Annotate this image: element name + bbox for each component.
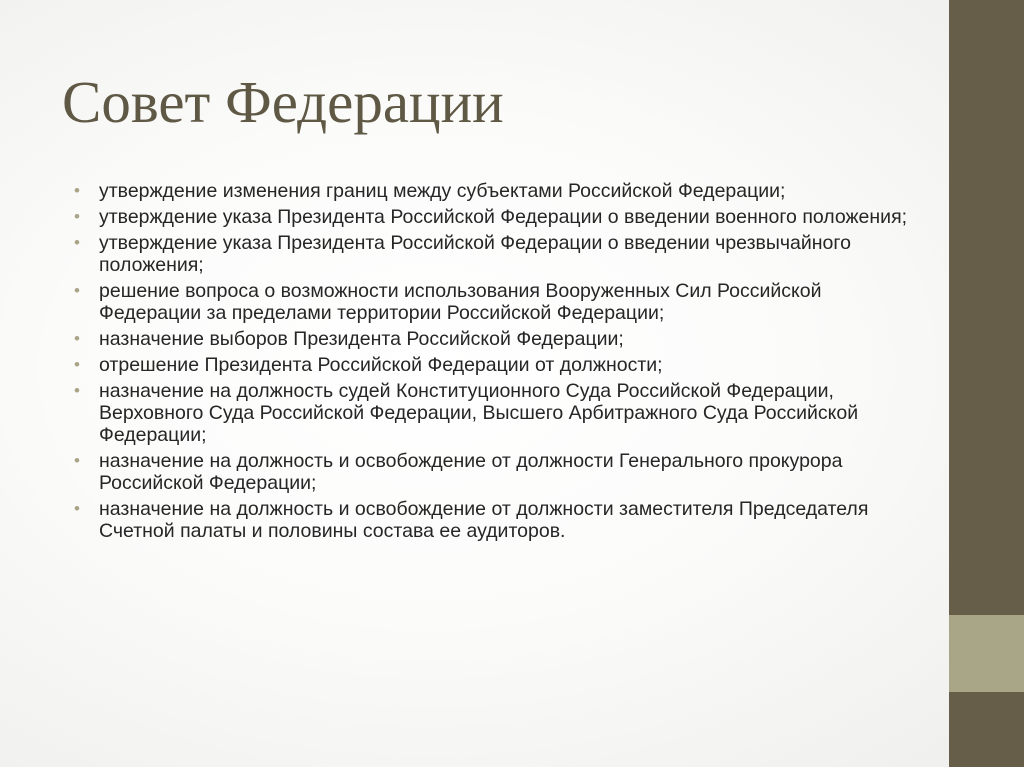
list-item bbox=[74, 232, 929, 276]
list-item bbox=[74, 450, 929, 494]
list-item-text: отрешение Президента Российской Федерации от должности; bbox=[99, 354, 663, 376]
list-item-text: назначение на должность и освобождение от должности Генерального прокурора Российской Федерации; bbox=[99, 450, 843, 494]
bullet-icon: • bbox=[74, 281, 80, 300]
bullet-icon: • bbox=[74, 451, 80, 470]
bullet-icon: • bbox=[74, 181, 80, 200]
list-item bbox=[74, 180, 929, 202]
list-item-text: утверждение указа Президента Российской Федерации о введении военного положения; bbox=[99, 206, 908, 228]
list-item bbox=[74, 328, 929, 350]
bullet-icon: • bbox=[74, 329, 80, 348]
bullet-icon: • bbox=[74, 233, 80, 252]
list-item-text: назначение выборов Президента Российской Федерации; bbox=[99, 328, 624, 350]
list-item bbox=[74, 354, 929, 376]
bullet-icon: • bbox=[74, 499, 80, 518]
list-item bbox=[74, 206, 929, 228]
side-bar-accent bbox=[949, 615, 1024, 692]
bullet-list bbox=[74, 180, 929, 546]
list-item-text: решение вопроса о возможности использования Вооруженных Сил Российской Федерации за пределами территории Российской Федерации; bbox=[99, 280, 822, 324]
list-item bbox=[74, 380, 929, 446]
list-item-text: назначение на должность судей Конституционного Суда Российской Федерации, Верховного Суда Российской Федерации, Высшего Арбитражного Суда Российской Федерации; bbox=[99, 380, 859, 446]
list-item-text: утверждение указа Президента Российской Федерации о введении чрезвычайного положения; bbox=[99, 232, 851, 276]
list-item bbox=[74, 498, 929, 542]
list-item-text: утверждение изменения границ между субъектами Российской Федерации; bbox=[99, 180, 786, 202]
bullet-icon: • bbox=[74, 207, 80, 226]
list-item-text: назначение на должность и освобождение от должности заместителя Председателя Счетной палаты и половины состава ее аудиторов. bbox=[99, 498, 869, 542]
slide-title: Совет Федерации bbox=[62, 69, 504, 135]
bullet-icon: • bbox=[74, 355, 80, 374]
list-item bbox=[74, 280, 929, 324]
bullet-icon: • bbox=[74, 381, 80, 400]
